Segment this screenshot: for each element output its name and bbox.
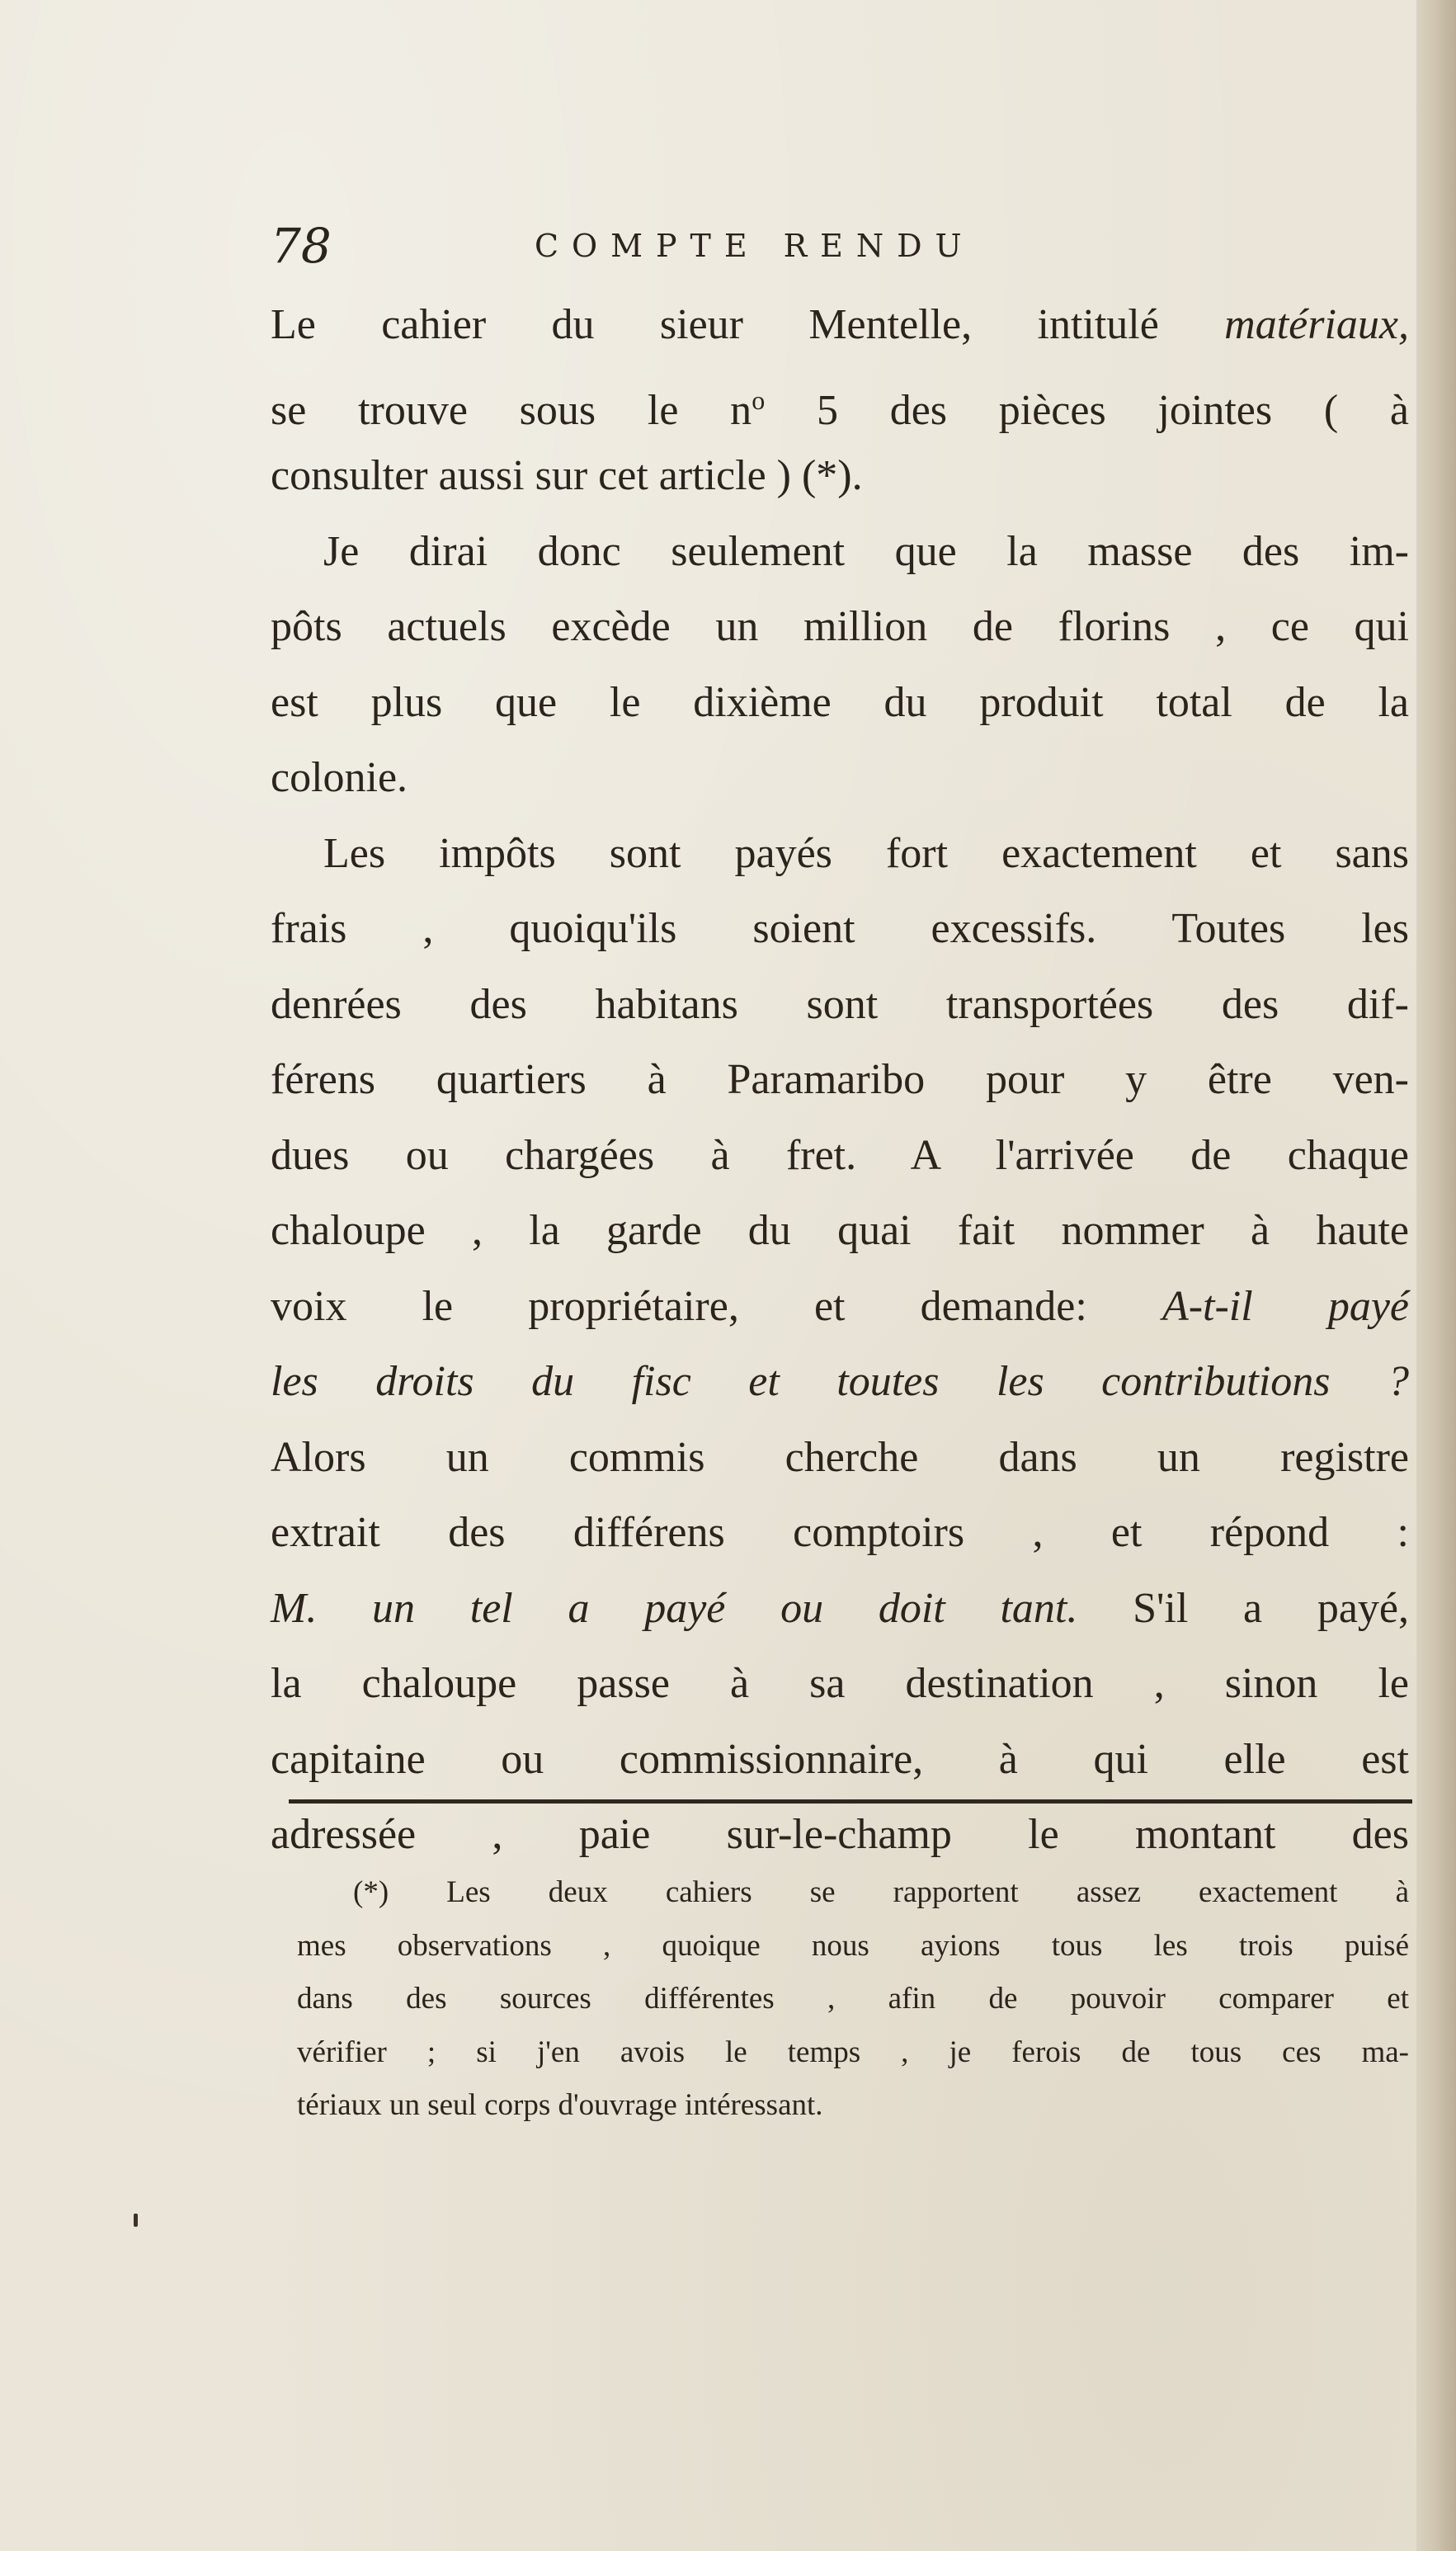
page-edge-gutter [1416,0,1456,2551]
footnote-line: vérifier ; si j'en avois le temps , je ferois de tous ces ma- [297,2035,1409,2069]
italic-text: matériaux, [1224,301,1409,348]
text-line: voix le propriétaire, et demande: A-t-il payé [271,1282,1409,1330]
page-header [271,213,1409,279]
text-line: férens quartiers à Paramaribo pour y être ven- [271,1056,1409,1103]
text-line: M. un tel a payé ou doit tant. S'il a payé, [271,1584,1409,1632]
italic-text: M. un tel a payé ou doit tant. [271,1584,1078,1632]
text-line: pôts actuels excède un million de florins , ce qui [271,603,1409,650]
footnote-line: tériaux un seul corps d'ouvrage intéressant. [297,2088,823,2122]
text-line: adressée , paie sur-le-champ le montant des [271,1811,1409,1858]
text-line: capitaine ou commissionnaire, à qui elle est [271,1735,1409,1783]
running-title: COMPTE RENDU [535,228,975,264]
text-line: denrées des habitans sont transportées des dif- [271,980,1409,1028]
text-line: extrait des différens comptoirs , et répond : [271,1509,1409,1556]
footnote-rule [289,1799,1412,1804]
footnote-line: (*) Les deux cahiers se rapportent assez exactement à [353,1875,1409,1909]
ink-speck [134,2214,138,2227]
text-line: Alors un commis cherche dans un registre [271,1433,1409,1481]
text-line: Les impôts sont payés fort exactement et sans [323,829,1409,877]
text-line: se trouve sous le $n^o$ 5 des pièces jointes ( à [271,384,1410,434]
italic-text: A-t-il payé [1162,1282,1409,1330]
text-line: la chaloupe passe à sa destination , sinon le [271,1660,1409,1707]
text-line: Je dirai donc seulement que la masse des im- [323,527,1409,575]
footnote-line: dans des sources différentes , afin de pouvoir comparer et [297,1982,1409,2016]
text-line: Le cahier du sieur Mentelle, intitulé matériaux, [271,301,1409,348]
text-line: frais , quoiqu'ils soient excessifs. Toutes les [271,905,1409,952]
text-line: chaloupe , la garde du quai fait nommer à haute [271,1207,1409,1254]
text-line: les droits du fisc et toutes les contributions ? [271,1358,1409,1405]
page-number: 78 [271,218,332,274]
text-line: dues ou chargées à fret. A l'arrivée de chaque [271,1131,1409,1179]
text-line: colonie. [271,754,408,801]
superscript: o [752,384,766,415]
text-line: est plus que le dixième du produit total de la [271,678,1409,726]
text-line: consulter aussi sur cet article ) (*). [271,452,863,499]
main-text [271,287,1409,1873]
footnote-line: mes observations , quoique nous ayions tous les trois puisé [297,1928,1409,1963]
footnote [297,1866,1409,2133]
